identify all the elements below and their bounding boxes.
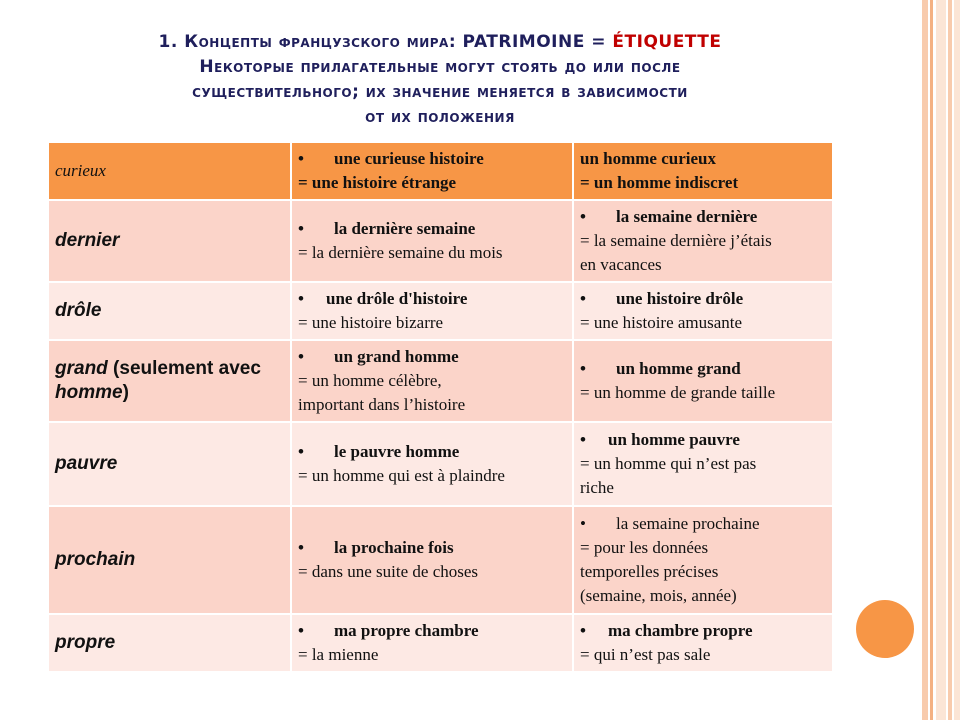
title-line-4: от их положения [365,107,515,127]
table-row [48,200,833,282]
decorative-stripes [922,0,960,720]
term-note: (seulement avec [107,358,261,379]
example-text: une curieuse histoire [334,149,484,168]
definition-text: = un homme célèbre, [298,371,442,390]
table-row [48,340,833,422]
before-cell [291,282,573,340]
bullet-icon: • [298,347,304,366]
example-text: ma chambre propre [608,621,753,640]
example-text: le pauvre homme [334,442,460,461]
example-text: un grand homme [334,347,459,366]
after-cell [573,282,833,340]
term-cell: propre [48,614,291,672]
bullet-icon: • [298,289,304,308]
term-label: grand [55,358,108,379]
definition-text: temporelles précises [580,562,719,581]
term-cell [48,142,291,200]
example-text: la semaine dernière [616,207,758,226]
example-text: la prochaine fois [334,538,454,557]
title-prefix: 1. Концепты французского мира: PATRIMOINE = [158,32,613,52]
title-line-3: существительного; их значение меняется в зависимости [192,82,688,102]
before-cell [291,422,573,506]
before-cell [291,506,573,614]
definition-text: = une histoire amusante [580,313,743,332]
term-label: curieux [55,161,106,180]
after-cell [573,142,833,200]
before-cell [291,614,573,672]
definition-text: important dans l’histoire [298,395,466,414]
term-cell [48,340,291,422]
table-row [48,422,833,506]
table-row [48,506,833,614]
table-row [48,614,833,672]
bullet-icon: • [580,289,586,308]
definition-text: riche [580,478,614,497]
definition-text: en vacances [580,255,662,274]
example-text: une histoire drôle [616,289,744,308]
before-cell [291,340,573,422]
table-row [48,282,833,340]
after-cell [573,506,833,614]
definition-text: = la semaine dernière j’étais [580,231,772,250]
adjective-table [47,141,834,673]
bullet-icon: • [298,442,304,461]
bullet-icon: • [580,430,586,449]
before-cell [291,200,573,282]
bullet-icon: • [298,621,304,640]
definition-text: = une histoire étrange [298,173,457,192]
definition-text: = qui n’est pas sale [580,645,711,664]
example-text: la dernière semaine [334,219,476,238]
bullet-icon: • [298,149,304,168]
definition-text: = pour les données [580,538,709,557]
term-cell: dernier [48,200,291,282]
bullet-icon: • [580,514,586,533]
after-cell [573,614,833,672]
term-cell: drôle [48,282,291,340]
definition-text: = la mienne [298,645,379,664]
definition-text: = dans une suite de choses [298,562,479,581]
table-row [48,142,833,200]
bullet-icon: • [580,621,586,640]
term-cell: prochain [48,506,291,614]
bullet-icon: • [580,359,586,378]
term-note-word: homme [55,382,123,403]
example-text: une drôle d'histoire [326,289,468,308]
bullet-icon: • [298,538,304,557]
example-text: la semaine prochaine [616,514,760,533]
definition-text: = un homme qui est à plaindre [298,466,505,485]
bullet-icon: • [298,219,304,238]
title-line-2: Некоторые прилагательные могут стоять до или после [199,57,681,77]
definition-text: = un homme de grande taille [580,383,776,402]
slide-title [80,30,800,130]
after-cell [573,422,833,506]
term-cell: pauvre [48,422,291,506]
example-text: un homme curieux [580,149,716,168]
decorative-circle [856,600,914,658]
definition-text: = une histoire bizarre [298,313,444,332]
example-text: ma propre chambre [334,621,479,640]
example-text: un homme pauvre [608,430,740,449]
after-cell [573,200,833,282]
term-note-close: ) [122,382,129,403]
bullet-icon: • [580,207,586,226]
definition-text: = la dernière semaine du mois [298,243,503,262]
after-cell [573,340,833,422]
definition-text: = un homme indiscret [580,173,739,192]
example-text: un homme grand [616,359,741,378]
definition-text: = un homme qui n’est pas [580,454,757,473]
title-accent: ÉTIQUETTE [612,32,722,52]
before-cell [291,142,573,200]
definition-text: (semaine, mois, année) [580,586,737,605]
